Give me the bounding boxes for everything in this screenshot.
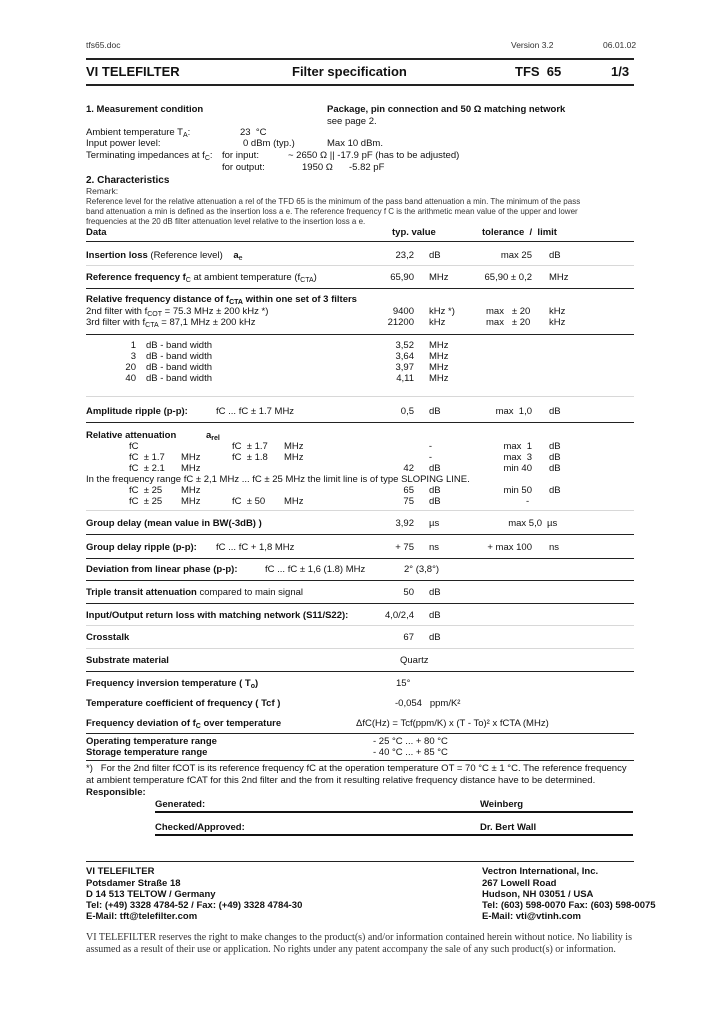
- group-delay-value: 3,92: [395, 518, 414, 529]
- footer-left-line: VI TELEFILTER: [86, 866, 155, 877]
- phase-deviation-condition: fC ... fC ± 1,6 (1.8) MHz: [265, 564, 366, 575]
- sloping-line-note: In the frequency range fC ± 2,1 MHz ... fC ± 25 MHz the limit line is of type SLOPING LINE.: [86, 474, 470, 485]
- checked-label: Checked/Approved:: [155, 822, 245, 833]
- ambient-value: 23 °C: [240, 127, 267, 138]
- triple-transit-unit: dB: [429, 587, 441, 598]
- rel-freq-2nd-tol: max ± 20: [486, 306, 531, 317]
- rel-freq-title: Relative frequency distance of $f_{CTA}$ within one set of 3 filters: [86, 294, 357, 306]
- rel-freq-2nd-tol-unit: kHz: [549, 306, 566, 317]
- rel-att-tol-unit: dB: [549, 441, 561, 452]
- input-power-value: 0 dBm (typ.): [243, 138, 295, 149]
- rel-att-tol-unit: dB: [549, 452, 561, 463]
- bw-label: dB - band width: [146, 373, 213, 384]
- ref-freq-tol-unit: MHz: [549, 272, 569, 283]
- group-delay-unit: µs: [429, 518, 440, 529]
- freq-deviation-formula: ΔfC(Hz) = Tcf(ppm/K) x (T - To)² x fCTA (MHz): [356, 718, 549, 729]
- bw-label: dB - band width: [146, 362, 213, 373]
- footer-right-line: Vectron International, Inc.: [482, 866, 599, 877]
- ref-freq-unit: MHz: [429, 272, 449, 283]
- return-loss-unit: dB: [429, 610, 441, 621]
- rel-att-to: fC ± 50: [232, 496, 266, 507]
- rel-att-value: -: [428, 441, 432, 452]
- footnote-line: *) For the 2nd filter fCOT is its reference frequency fC at the operation temperature OT = 70 °C ± 1 °C. The reference frequency: [86, 763, 627, 774]
- ripple-value: 0,5: [400, 406, 414, 417]
- remark-label: Remark:: [86, 186, 119, 196]
- bw-value: 4,11: [396, 373, 414, 384]
- rel-att-value: 65: [403, 485, 414, 496]
- rel-att-to: fC ± 1.8: [232, 452, 268, 463]
- bw-db: 40: [125, 373, 136, 384]
- rel-att-from-unit: MHz: [181, 496, 201, 507]
- checked-by: Dr. Bert Wall: [480, 822, 537, 833]
- bw-label: dB - band width: [146, 340, 213, 351]
- inversion-temp-label: Frequency inversion temperature ( $T_o$): [86, 678, 259, 690]
- gd-ripple-tol-unit: ns: [549, 542, 560, 553]
- gd-ripple-value: + 75: [395, 542, 414, 553]
- rel-att-unit: dB: [429, 496, 441, 507]
- ambient-label: Ambient temperature $T_A$:: [86, 127, 191, 139]
- rel-att-tol-unit: dB: [549, 463, 561, 474]
- rel-freq-3rd-tol: max ± 20: [486, 317, 531, 328]
- rel-att-tol: max 1: [503, 441, 532, 452]
- file-name: tfs65.doc: [86, 40, 121, 50]
- company-name: VI TELEFILTER: [86, 64, 180, 79]
- col-tolerance: tolerance / limit: [482, 227, 557, 238]
- phase-deviation-value: 2° (3,8°): [404, 564, 440, 575]
- phase-deviation-label: Deviation from linear phase (p-p):: [86, 564, 238, 575]
- rel-att-from: fC ± 25: [129, 496, 163, 507]
- footer-right-line: Hudson, NH 03051 / USA: [482, 889, 594, 900]
- rel-att-from: fC ± 1.7: [129, 452, 165, 463]
- rel-att-value: -: [428, 452, 432, 463]
- insertion-loss-tol: max 25: [500, 250, 532, 261]
- rel-att-tol-unit: dB: [549, 485, 561, 496]
- product-code: TFS 65: [515, 64, 562, 79]
- rel-att-tol: min 40: [503, 463, 532, 474]
- for-input-label: for input:: [222, 150, 259, 161]
- rel-att-symbol: $a_{rel}$: [206, 430, 220, 442]
- package-title: Package, pin connection and 50 Ω matching network: [327, 104, 566, 115]
- ref-freq-tol: 65,90 ± 0,2: [484, 272, 532, 283]
- insertion-loss-tol-unit: dB: [549, 250, 561, 261]
- input-power-max: Max 10 dBm.: [327, 138, 383, 149]
- rel-att-from: fC ± 2.1: [129, 463, 165, 474]
- gd-ripple-unit: ns: [429, 542, 440, 553]
- storage-temp-label: Storage temperature range: [86, 747, 208, 758]
- substrate-value: Quartz: [400, 655, 429, 666]
- rel-freq-3rd-unit: kHz: [429, 317, 446, 328]
- responsible-title: Responsible:: [86, 787, 146, 798]
- bw-value: 3,64: [395, 351, 414, 362]
- ripple-tol: max 1,0: [495, 406, 532, 417]
- remark-line: Reference level for the relative attenuation a rel of the TFD 65 is the minimum of the pass band attenuation a min. The minimum of the pass: [86, 197, 581, 206]
- group-delay-tol-unit: µs: [547, 518, 558, 529]
- gd-ripple-condition: fC ... fC + 1,8 MHz: [216, 542, 295, 553]
- rel-att-to-unit: MHz: [284, 452, 304, 463]
- bw-unit: MHz: [429, 340, 449, 351]
- crosstalk-label: Crosstalk: [86, 632, 130, 643]
- insertion-loss-unit: dB: [429, 250, 441, 261]
- rel-att-to-unit: MHz: [284, 441, 304, 452]
- return-loss-value: 4,0/2,4: [384, 610, 414, 621]
- operating-temp-label: Operating temperature range: [86, 736, 217, 747]
- footer-right-line: Tel: (603) 598-0070 Fax: (603) 598-0075: [482, 900, 656, 911]
- tempco-label: Temperature coefficient of frequency ( Tcf ): [86, 698, 281, 709]
- input-impedance: ~ 2650 Ω || -17.9 pF (has to be adjusted): [288, 150, 460, 161]
- col-data: Data: [86, 227, 107, 238]
- document-title: Filter specification: [292, 64, 407, 79]
- remark-line: frequencies at the 20 dB filter attenuation level relative to the insertion loss a e.: [86, 217, 366, 226]
- rel-att-label: Relative attenuation: [86, 430, 177, 441]
- date: 06.01.02: [603, 40, 637, 50]
- output-impedance: 1950 Ω: [302, 162, 333, 173]
- rel-att-unit: dB: [429, 485, 441, 496]
- gd-ripple-label: Group delay ripple (p-p):: [86, 542, 197, 553]
- group-delay-label: Group delay (mean value in BW(-3dB) ): [86, 518, 262, 529]
- ripple-condition: fC ... fC ± 1.7 MHz: [216, 406, 295, 417]
- group-delay-tol: max 5,0: [508, 518, 542, 529]
- bw-db: 20: [125, 362, 136, 373]
- generated-label: Generated:: [155, 799, 206, 810]
- output-capacitance: -5.82 pF: [349, 162, 385, 173]
- rel-freq-3rd-label: 3rd filter with $f_{CTA} = 87,1$ MHz ± 200 kHz: [86, 317, 256, 329]
- freq-deviation-label: Frequency deviation of $f_C$ over temperature: [86, 718, 282, 730]
- col-typ-value: typ. value: [392, 227, 436, 238]
- gd-ripple-tol: + max 100: [487, 542, 532, 553]
- triple-transit-value: 50: [403, 587, 414, 598]
- insertion-loss-label: Insertion loss (Reference level) $a_e$: [86, 250, 243, 262]
- term-label: Terminating impedances at $f_C$:: [86, 150, 213, 162]
- footer-right-line: 267 Lowell Road: [482, 878, 557, 889]
- rel-freq-3rd-value: 21200: [387, 317, 414, 328]
- storage-temp-value: - 40 °C ... + 85 °C: [373, 747, 448, 758]
- footer-left-line: Tel: (+49) 3328 4784-52 / Fax: (+49) 3328 4784-30: [86, 900, 303, 911]
- rel-att-from: fC ± 25: [129, 485, 163, 496]
- input-power-label: Input power level:: [86, 138, 161, 149]
- rel-att-tol: -: [526, 496, 530, 507]
- rel-att-from-unit: MHz: [181, 452, 201, 463]
- footer-right-email: E-Mail: vti@vtinh.com: [482, 911, 581, 922]
- ref-freq-value: 65,90: [390, 272, 414, 283]
- rel-freq-2nd-label: 2nd filter with $f_{COT} = 75.3$ MHz ± 200 kHz *): [86, 306, 269, 318]
- inversion-temp-value: 15°: [396, 678, 411, 689]
- ref-freq-label: Reference frequency $f_C$ at ambient temperature $(f_{CTA})$: [86, 272, 317, 284]
- footer-left-line: D 14 513 TELTOW / Germany: [86, 889, 216, 900]
- bw-value: 3,52: [395, 340, 414, 351]
- rel-att-unit: dB: [429, 463, 441, 474]
- rel-freq-3rd-tol-unit: kHz: [549, 317, 566, 328]
- crosstalk-unit: dB: [429, 632, 441, 643]
- rel-att-value: 75: [403, 496, 414, 507]
- ripple-tol-unit: dB: [549, 406, 561, 417]
- rel-att-from-unit: MHz: [181, 463, 201, 474]
- page-number: 1/3: [611, 64, 630, 79]
- rel-att-tol: min 50: [503, 485, 532, 496]
- bw-db: 1: [130, 340, 136, 351]
- crosstalk-value: 67: [403, 632, 414, 643]
- package-note: see page 2.: [327, 116, 377, 127]
- ripple-unit: dB: [429, 406, 441, 417]
- ripple-label: Amplitude ripple (p-p):: [86, 406, 188, 417]
- footnote-line: at ambient temperature fCAT for this 2nd filter and the from it resulting relative frequency distance have to be determined.: [86, 775, 596, 786]
- triple-transit-label: Triple transit attenuation compared to main signal: [86, 587, 303, 598]
- rel-att-from: fC: [129, 441, 139, 452]
- rel-att-tol: max 3: [503, 452, 532, 463]
- bw-value: 3,97: [395, 362, 414, 373]
- operating-temp-value: - 25 °C ... + 80 °C: [373, 736, 448, 747]
- bw-label: dB - band width: [146, 351, 213, 362]
- return-loss-label: Input/Output return loss with matching network (S11/S22):: [86, 610, 349, 621]
- footer-left-email: E-Mail: tft@telefilter.com: [86, 911, 198, 922]
- version: Version 3.2: [511, 40, 554, 50]
- bw-db: 3: [130, 351, 136, 362]
- bw-unit: MHz: [429, 362, 449, 373]
- for-output-label: for output:: [222, 162, 265, 173]
- bw-unit: MHz: [429, 373, 449, 384]
- rel-freq-2nd-value: 9400: [392, 306, 414, 317]
- rel-freq-2nd-unit: kHz *): [429, 306, 455, 317]
- disclaimer-line: VI TELEFILTER reserves the right to make changes to the product(s) and/or information contained herein without notice. No liability is: [86, 932, 632, 943]
- remark-line: band attenuation a min is defined as the insertion loss a e. The reference frequency f C is the arithmetic mean value of the upper and lower: [86, 207, 578, 216]
- substrate-label: Substrate material: [86, 655, 169, 666]
- rel-att-value: 42: [403, 463, 414, 474]
- rel-att-to: fC ± 1.7: [232, 441, 268, 452]
- footer-left-line: Potsdamer Straße 18: [86, 878, 181, 889]
- section1-title: 1. Measurement condition: [86, 104, 204, 115]
- section2-title: 2. Characteristics: [86, 175, 170, 186]
- disclaimer-line: assumed as a result of their use or application. No rights under any patent accompany the sale of any such product(s) or information.: [86, 944, 616, 955]
- insertion-loss-value: 23,2: [395, 250, 414, 261]
- generated-by: Weinberg: [480, 799, 524, 810]
- bw-unit: MHz: [429, 351, 449, 362]
- rel-att-from-unit: MHz: [181, 485, 201, 496]
- rel-att-to-unit: MHz: [284, 496, 304, 507]
- tempco-value: -0,054 ppm/K²: [395, 698, 461, 709]
